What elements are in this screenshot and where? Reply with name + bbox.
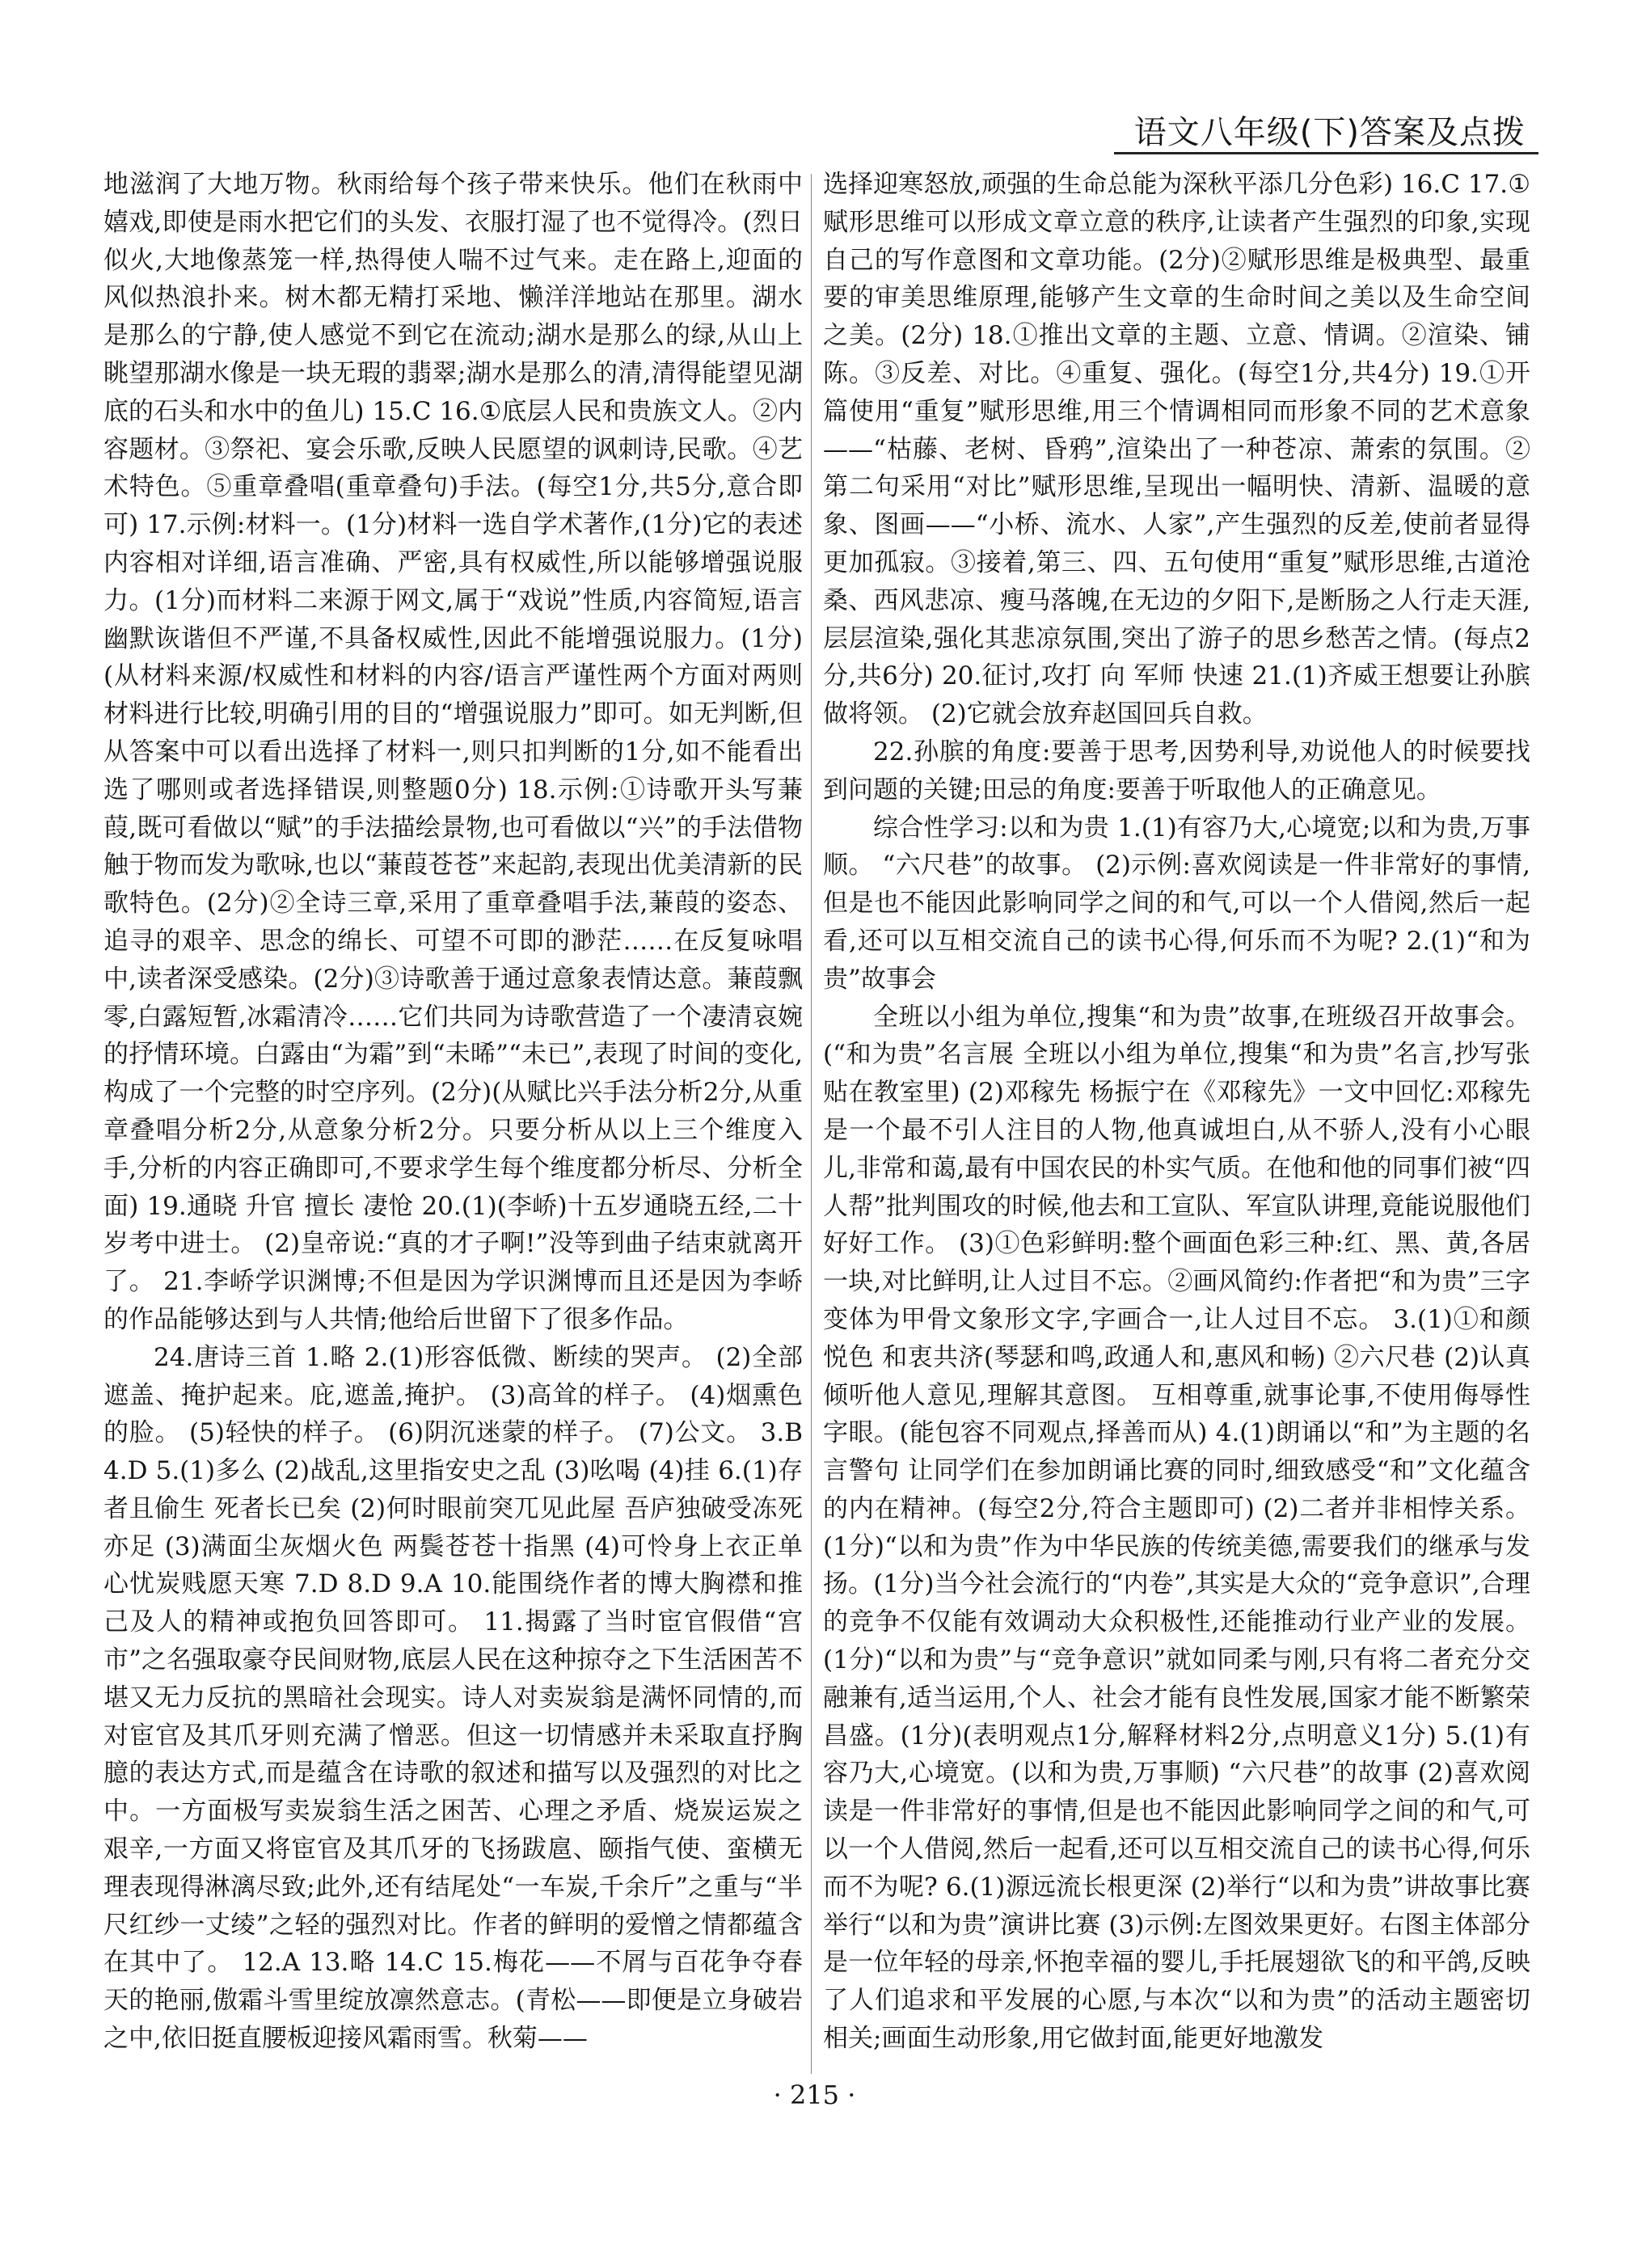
header-title: 语文八年级(下)答案及点拨	[1133, 114, 1526, 151]
left-paragraph-1: 地滋润了大地万物。秋雨给每个孩子带来快乐。他们在秋雨中嬉戏,即使是雨水把它们的头发、衣服打湿了也不觉得冷。(烈日似火,大地像蒸笼一样,热得使人喘不过气来。走在路上,迎面的风似热浪扑来。树木都无精打采地、懒洋洋地站在那里。湖水是那么的宁静,使人感觉不到它在流动;湖水是那么的绿,从山上眺望那湖水像是一块无瑕的翡翠;湖水是那么的清,清得能望见湖底的石头和水中的鱼儿) 15.C 16.①底层人民和贵族文人。②内容题材。③祭祀、宴会乐歌,反映人民愿望的讽刺诗,民歌。④艺术特色。⑤重章叠唱(重章叠句)手法。(每空1分,共5分,意合即可) 17.示例:材料一。(1分)材料一选自学术著作,(1分)它的表述内容相对详细,语言准确、严密,具有权威性,所以能够增强说服力。(1分)而材料二来源于网文,属于“戏说”性质,内容简短,语言幽默诙谐但不严谨,不具备权威性,因此不能增强说服力。(1分)(从材料来源/权威性和材料的内容/语言严谨性两个方面对两则材料进行比较,明确引用的目的“增强说服力”即可。如无判断,但从答案中可以看出选择了材料一,则只扣判断的1分,如不能看出选了哪则或者选择错误,则整题0分) 18.示例:①诗歌开头写蒹葭,既可看做以“赋”的手法描绘景物,也可看做以“兴”的手法借物触于物而发为歌咏,也以“蒹葭苍苍”来起韵,表现出优美清新的民歌特色。(2分)②全诗三章,采用了重章叠唱手法,蒹葭的姿态、追寻的艰辛、思念的绵长、可望不可即的渺茫……在反复咏唱中,读者深受感染。(2分)③诗歌善于通过意象表情达意。蒹葭飘零,白露短暂,冰霜清冷……它们共同为诗歌营造了一个凄清哀婉的抒情环境。白露由“为霜”到“未晞”“未已”,表现了时间的变化,构成了一个完整的时空序列。(2分)(从赋比兴手法分析2分,从重章叠唱分析2分,从意象分析2分。只要分析从以上三个维度入手,分析的内容正确即可,不要求学生每个维度都分析尽、分析全面) 19.通晓 升官 擅长 凄怆 20.(1)(李峤)十五岁通晓五经,二十岁考中进士。 (2)皇帝说:“真的才子啊!”没等到曲子结束就离开了。 21.李峤学识渊博;不但是因为学识渊博而且还是因为李峤的作品能够达到与人共情;他给后世留下了很多作品。	[103, 170, 803, 1334]
right-paragraph-3: 综合性学习:以和为贵 1.(1)有容乃大,心境宽;以和为贵,万事顺。 “六尺巷”的故事。 (2)示例:喜欢阅读是一件非常好的事情,但是也不能因此影响同学之间的和气,可以一个人借阅,然后一起看,还可以互相交流自己的读书心得,何乐而不为呢? 2.(1)“和为贵”故事会	[823, 813, 1530, 994]
header-rule	[1114, 152, 1538, 154]
left-column	[103, 166, 803, 2062]
right-column	[823, 166, 1530, 2062]
right-paragraph-1: 选择迎寒怒放,顽强的生命总能为深秋平添几分色彩) 16.C 17.①赋形思维可以形成文章立意的秩序,让读者产生强烈的印象,实现自己的写作意图和文章功能。(2分)②赋形思维是极典型、最重要的审美思维原理,能够产生文章的生命时间之美以及生命空间之美。(2分) 18.①推出文章的主题、立意、情调。②渲染、铺陈。③反差、对比。④重复、强化。(每空1分,共4分) 19.①开篇使用“重复”赋形思维,用三个情调相同而形象不同的艺术意象——“枯藤、老树、昏鸦”,渲染出了一种苍凉、萧索的氛围。②第二句采用“对比”赋形思维,呈现出一幅明快、清新、温暖的意象、图画——“小桥、流水、人家”,产生强烈的反差,使前者显得更加孤寂。③接着,第三、四、五句使用“重复”赋形思维,古道沧桑、西风悲凉、瘦马落魄,在无边的夕阳下,是断肠之人行走天涯,层层渲染,强化其悲凉氛围,突出了游子的思乡愁苦之情。(每点2分,共6分) 20.征讨,攻打 向 军师 快速 21.(1)齐威王想要让孙膑做将领。 (2)它就会放弃赵国回兵自救。	[823, 170, 1530, 729]
right-paragraph-4: 全班以小组为单位,搜集“和为贵”故事,在班级召开故事会。(“和为贵”名言展 全班以小组为单位,搜集“和为贵”名言,抄写张贴在教室里) (2)邓稼先 杨振宁在《邓稼先》一文中回忆:邓稼先是一个最不引人注目的人物,他真诚坦白,从不骄人,没有小心眼儿,非常和蔼,最有中国农民的朴实气质。在他和他的同事们被“四人帮”批判围攻的时候,他去和工宣队、军宣队讲理,竟能说服他们好好工作。 (3)①色彩鲜明:整个画面色彩三种:红、黑、黄,各居一块,对比鲜明,让人过目不忘。②画风简约:作者把“和为贵”三字变体为甲骨文象形文字,字画合一,让人过目不忘。 3.(1)①和颜悦色 和衷共济(琴瑟和鸣,政通人和,惠风和畅) ②六尺巷 (2)认真倾听他人意见,理解其意图。 互相尊重,就事论事,不使用侮辱性字眼。(能包容不同观点,择善而从) 4.(1)朗诵以“和”为主题的名言警句 让同学们在参加朗诵比赛的同时,细致感受“和”文化蕴含的内在精神。(每空2分,符合主题即可) (2)二者并非相悖关系。(1分)“以和为贵”作为中华民族的传统美德,需要我们的继承与发扬。(1分)当今社会流行的“内卷”,其实是大众的“竞争意识”,合理的竞争不仅能有效调动大众积极性,还能推动行业产业的发展。(1分)“以和为贵”与“竞争意识”就如同柔与刚,只有将二者充分交融兼有,适当运用,个人、社会才能有良性发展,国家才能不断繁荣昌盛。(1分)(表明观点1分,解释材料2分,点明意义1分) 5.(1)有容乃大,心境宽。(以和为贵,万事顺) “六尺巷”的故事 (2)喜欢阅读是一件非常好的事情,但是也不能因此影响同学之间的和气,可以一个人借阅,然后一起看,还可以互相交流自己的读书心得,何乐而不为呢? 6.(1)源远流长根更深 (2)举行“以和为贵”讲故事比赛 举行“以和为贵”演讲比赛 (3)示例:左图效果更好。右图主体部分是一位年轻的母亲,怀抱幸福的婴儿,手托展翅欲飞的和平鸽,反映了人们追求和平发展的心愿,与本次“以和为贵”的活动主题密切相关;画面生动形象,用它做封面,能更好地激发	[823, 1002, 1530, 2054]
page-number: · 215 ·	[773, 2080, 856, 2110]
column-divider	[811, 174, 812, 2074]
left-paragraph-2: 24.唐诗三首 1.略 2.(1)形容低微、断续的哭声。 (2)全部遮盖、掩护起来。庇,遮盖,掩护。 (3)高耸的样子。 (4)烟熏色的脸。 (5)轻快的样子。 (6)阴沉迷蒙的样子。 (7)公文。 3.B 4.D 5.(1)多么 (2)战乱,这里指安史之乱 (3)吆喝 (4)挂 6.(1)存者且偷生 死者长已矣 (2)何时眼前突兀见此屋 吾庐独破受冻死亦足 (3)满面尘灰烟火色 两鬓苍苍十指黑 (4)可怜身上衣正单 心忧炭贱愿天寒 7.D 8.D 9.A 10.能围绕作者的博大胸襟和推己及人的精神或抱负回答即可。 11.揭露了当时宦官假借“宫市”之名强取豪夺民间财物,底层人民在这种掠夺之下生活困苦不堪又无力反抗的黑暗社会现实。诗人对卖炭翁是满怀同情的,而对宦官及其爪牙则充满了憎恶。但这一切情感并未采取直抒胸臆的表达方式,而是蕴含在诗歌的叙述和描写以及强烈的对比之中。一方面极写卖炭翁生活之困苦、心理之矛盾、烧炭运炭之艰辛,一方面又将宦官及其爪牙的飞扬跋扈、颐指气使、蛮横无理表现得淋漓尽致;此外,还有结尾处“一车炭,千余斤”之重与“半尺红纱一丈绫”之轻的强烈对比。作者的鲜明的爱憎之情都蕴含在其中了。 12.A 13.略 14.C 15.梅花——不屑与百花争夺春天的艳丽,傲霜斗雪里绽放凛然意志。(青松——即便是立身破岩之中,依旧挺直腰板迎接风霜雨雪。秋菊——	[103, 1342, 803, 2054]
right-paragraph-2: 22.孙膑的角度:要善于思考,因势利导,劝说他人的时候要找到问题的关键;田忌的角度:要善于听取他人的正确意见。	[823, 737, 1530, 805]
